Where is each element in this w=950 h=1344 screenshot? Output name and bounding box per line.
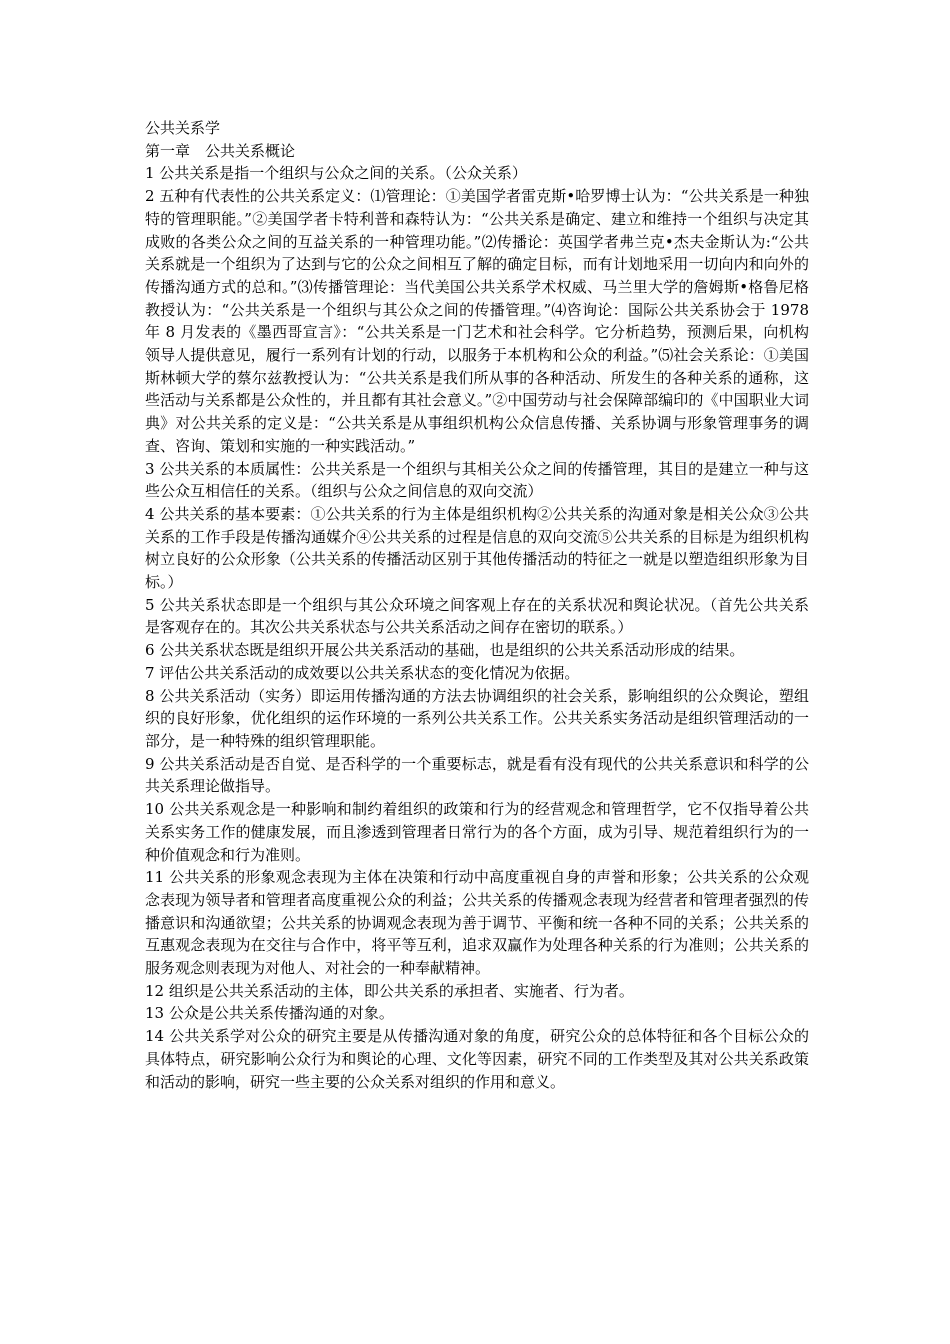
paragraph-14: 14 公共关系学对公众的研究主要是从传播沟通对象的角度，研究公众的总体特征和各个目标公众的具体特点，研究影响公众行为和舆论的心理、文化等因素，研究不同的工作类型及其对公共关系政策和活动的影响，研究一些主要的公众关系对组织的作用和意义。 (145, 1027, 809, 1091)
paragraph-6: 6 公共关系状态既是组织开展公共关系活动的基础，也是组织的公共关系活动形成的结果。 (145, 641, 745, 660)
paragraph-11: 11 公共关系的形象观念表现为主体在决策和行动中高度重视自身的声誉和形象；公共关系的公众观念表现为领导者和管理者高度重视公众的利益；公共关系的传播观念表现为经营者和管理者强烈的传播意识和沟通欲望；公共关系的协调观念表现为善于调节、平衡和统一各种不同的关系；公共关系的互惠观念表现为在交往与合作中，将平等互利，追求双赢作为处理各种关系的行为准则；公共关系的服务观念则表现为对他人、对社会的一种奉献精神。 (145, 868, 809, 978)
paragraph-1: 1 公共关系是指一个组织与公众之间的关系。（公众关系） (145, 164, 527, 183)
paragraph-8: 8 公共关系活动（实务）即运用传播沟通的方法去协调组织的社会关系，影响组织的公众舆论，塑组织的良好形象，优化组织的运作环境的一系列公共关系工作。公共关系实务活动是组织管理活动的一部分，是一种特殊的组织管理职能。 (145, 686, 809, 750)
paragraph-13: 13 公众是公共关系传播沟通的对象。 (145, 1004, 394, 1023)
paragraph-12: 12 组织是公共关系活动的主体，即公共关系的承担者、实施者、行为者。 (145, 981, 634, 1000)
document-title: 公共关系学 (145, 119, 221, 137)
chapter-heading: 第一章 公共关系概论 (145, 141, 296, 160)
paragraph-4: 4 公共关系的基本要素：①公共关系的行为主体是组织机构②公共关系的沟通对象是相关公众③公共关系的工作手段是传播沟通媒介④公共关系的过程是信息的双向交流⑤公共关系的目标是为组织机构树立良好的公众形象（公共关系的传播活动区别于其他传播活动的特征之一就是以塑造组织形象为目标。） (145, 504, 809, 592)
paragraph-9: 9 公共关系活动是否自觉、是否科学的一个重要标志，就是看有没有现代的公共关系意识和科学的公共关系理论做指导。 (145, 754, 809, 796)
paragraph-7: 7 评估公共关系活动的成效要以公共关系状态的变化情况为依据。 (145, 663, 580, 682)
paragraph-5: 5 公共关系状态即是一个组织与其公众环境之间客观上存在的关系状况和舆论状况。（首先公共关系是客观存在的。其次公共关系状态与公共关系活动之间存在密切的联系。） (145, 595, 809, 637)
paragraph-3: 3 公共关系的本质属性：公共关系是一个组织与其相关公众之间的传播管理，其目的是建立一种与这些公众互相信任的关系。（组织与公众之间信息的双向交流） (145, 459, 809, 501)
paragraph-10: 10 公共关系观念是一种影响和制约着组织的政策和行为的经营观念和管理哲学，它不仅指导着公共关系实务工作的健康发展，而且渗透到管理者日常行为的各个方面，成为引导、规范着组织行为的一种价值观念和行为准则。 (145, 800, 809, 864)
paragraph-2: 2 五种有代表性的公共关系定义：⑴管理论：①美国学者雷克斯•哈罗博士认为：“公共关系是一种独特的管理职能。”②美国学者卡特利普和森特认为：“公共关系是确定、建立和维持一个组织与决定其成败的各类公众之间的互益关系的一种管理功能。”⑵传播论：英国学者弗兰克•杰夫金斯认为:“公共关系就是一个组织为了达到与它的公众之间相互了解的确定目标，而有计划地采用一切向内和向外的传播沟通方式的总和。”⑶传播管理论：当代美国公共关系学术权威、马兰里大学的詹姆斯•格鲁尼格教授认为：“公共关系是一个组织与其公众之间的传播管理。”⑷咨询论：国际公共关系协会于 1978 年 8 月发表的《墨西哥宣言》：“公共关系是一门艺术和社会科学。它分析趋势，预测后果，向机构领导人提供意见，履行一系列有计划的行动，以服务于本机构和公众的利益。”⑸社会关系论：①美国斯林顿大学的蔡尔兹教授认为：“公共关系是我们所从事的各种活动、所发生的各种关系的通称，这些活动与关系都是公众性的，并且都有其社会意义。”②中国劳动与社会保障部编印的《中国职业大词典》对公共关系的定义是：“公共关系是从事组织机构公众信息传播、关系协调与形象管理事务的调查、咨询、策划和实施的一种实践活动。” (145, 187, 809, 455)
document-page (145, 117, 809, 1093)
